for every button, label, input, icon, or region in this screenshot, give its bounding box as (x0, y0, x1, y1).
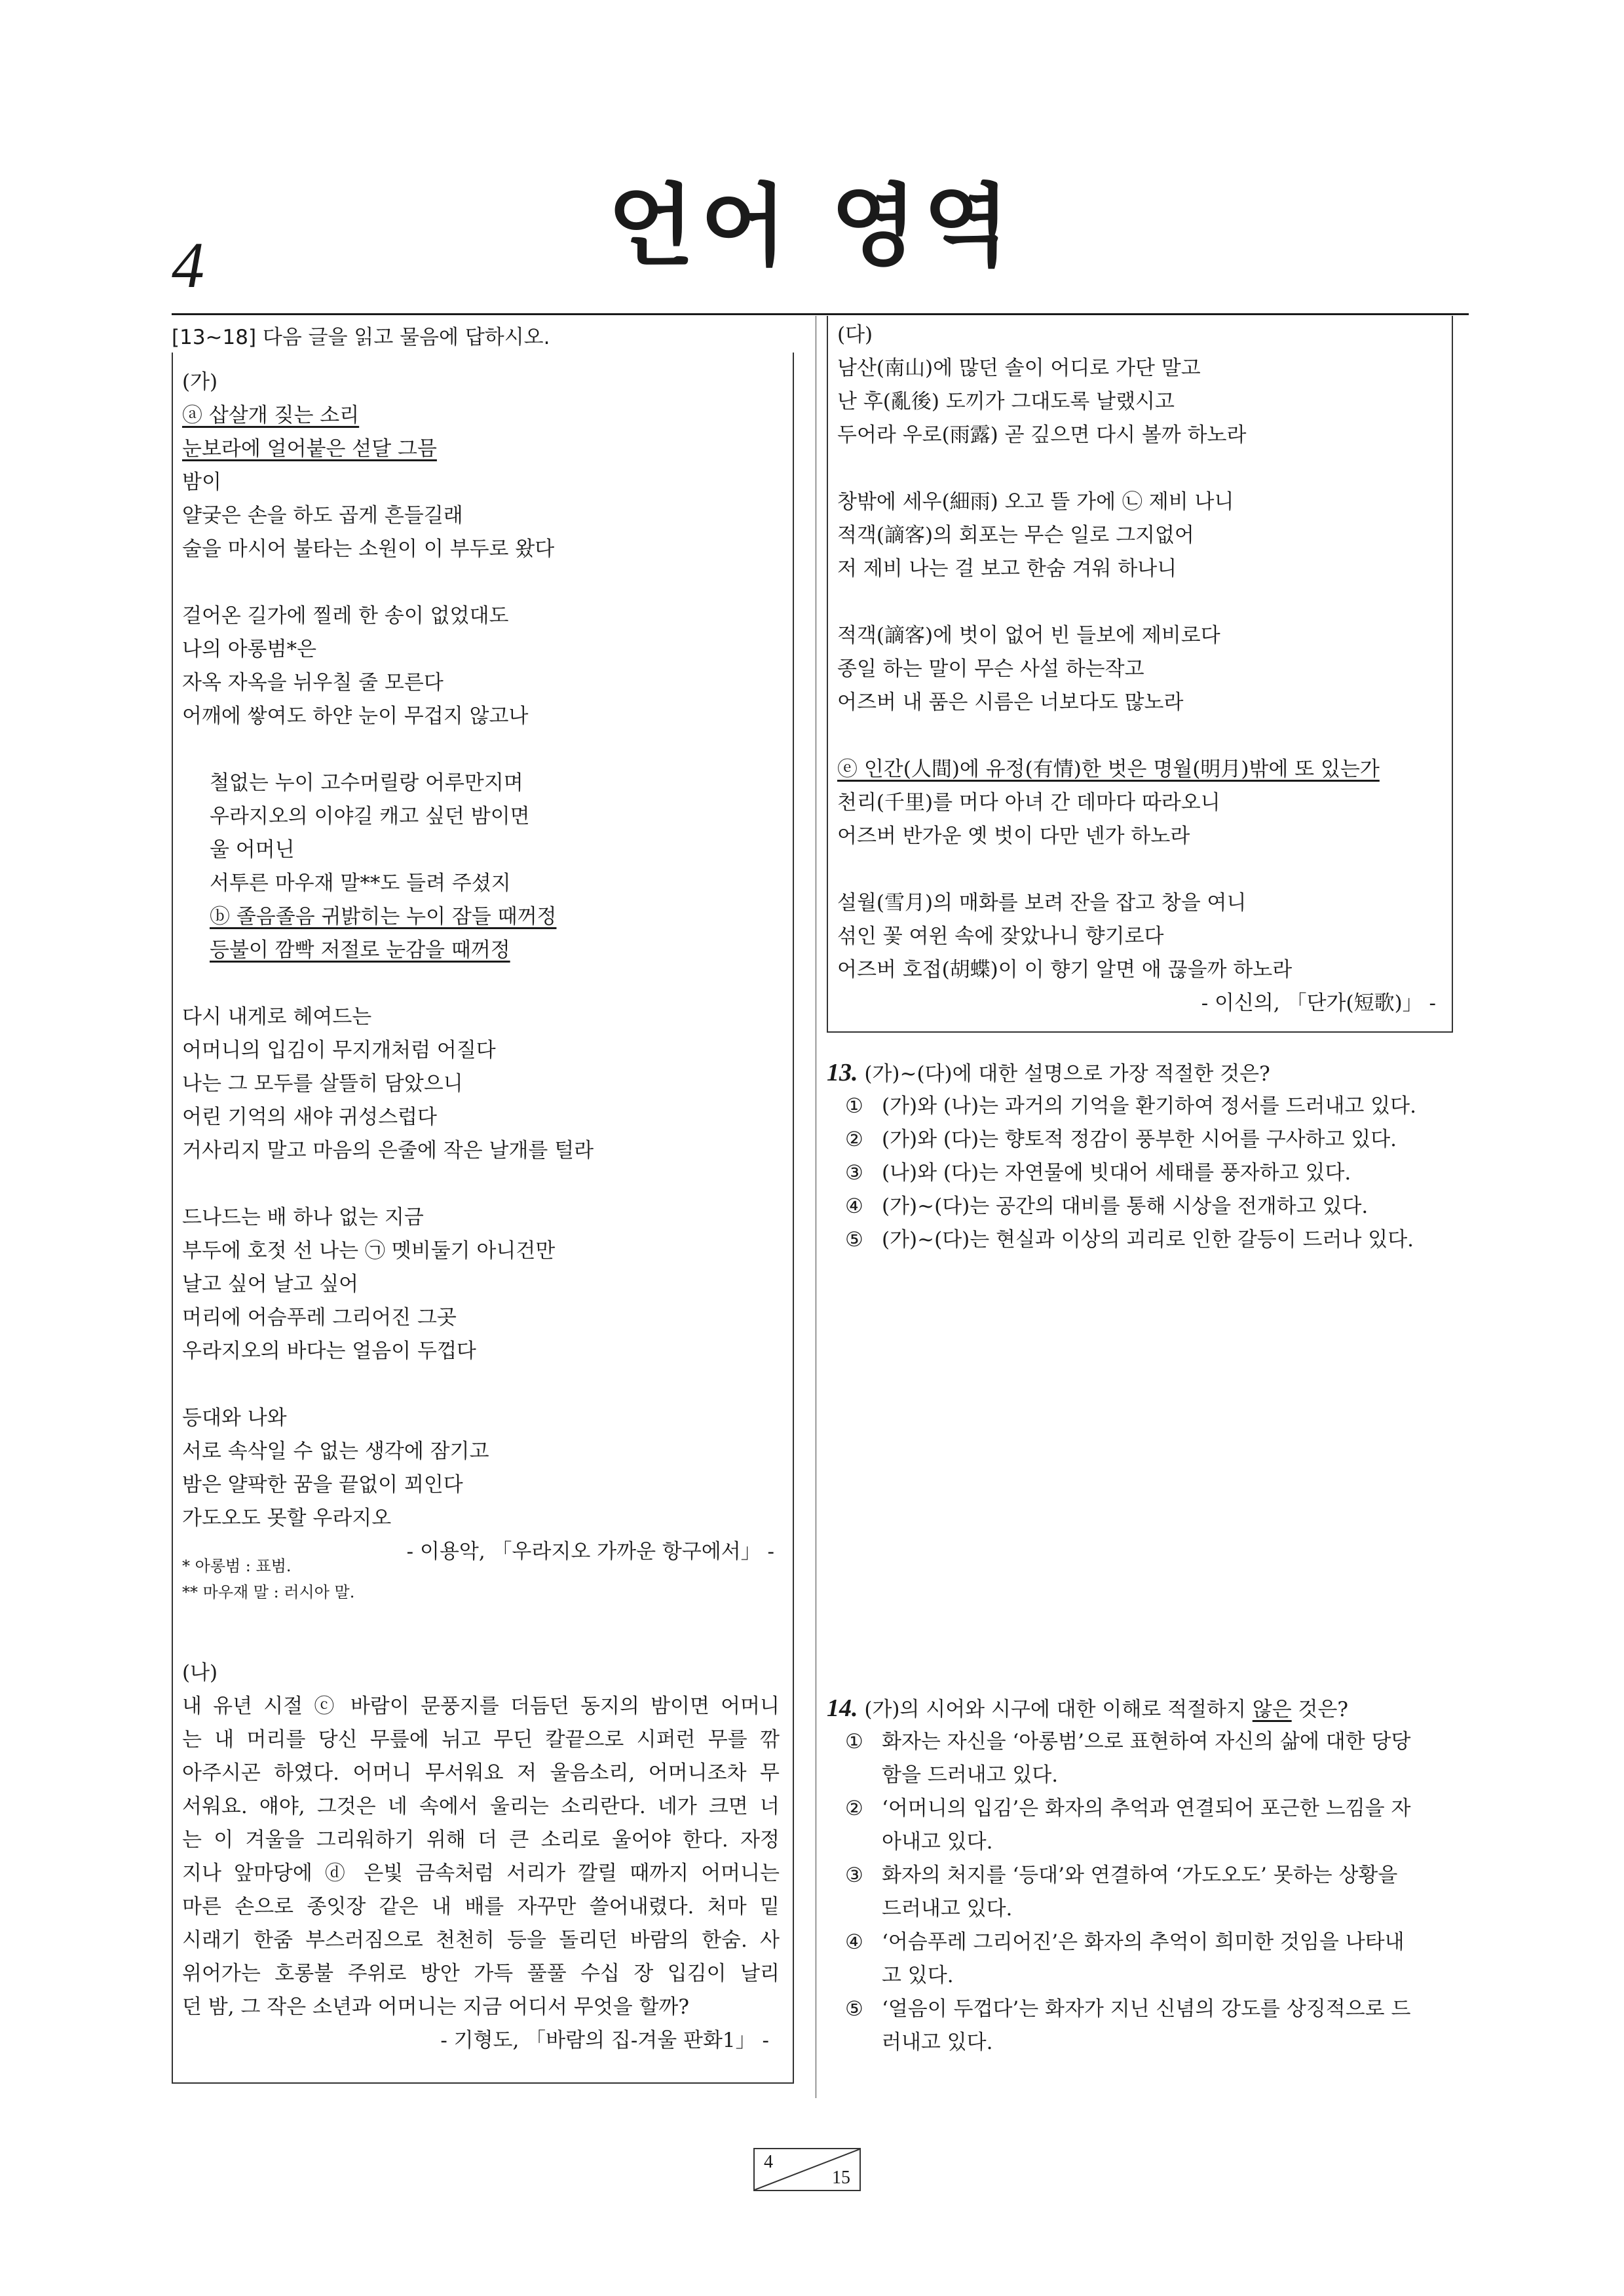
poem-line: ⓔ 인간(人間)에 유정(有情)한 벗은 명월(明月)밖에 또 있는가 (837, 757, 1380, 781)
prose-line: 시래기 한줌 부스러짐으로 천천히 등을 돌리던 바람의 한숨. 사 (182, 1928, 780, 1952)
poem-label: (가) (182, 370, 218, 394)
poem-line: 두어라 우로(雨露) 곧 깊으면 다시 볼까 하노라 (837, 423, 1247, 447)
poem-line: 드나드는 배 하나 없는 지금 (182, 1206, 424, 1229)
poem-line: 술을 마시어 불타는 소원이 이 부두로 왔다 (182, 537, 555, 561)
poem-line: 섞인 꽃 여윈 속에 잦았나니 향기로다 (837, 925, 1164, 948)
poem-line: 적객(謫客)의 회포는 무슨 일로 그지없어 (837, 524, 1194, 547)
answer-option[interactable]: ⑤ (가)~(다)는 현실과 이상의 괴리로 인한 갈등이 드러나 있다. (845, 1228, 1414, 1252)
answer-option[interactable]: ① 화자는 자신을 ‘아롱범’으로 표현하여 자신의 삶에 대한 당당 함을 드러내고 있다. (845, 1730, 1411, 1787)
poem-line: 남산(南山)에 많던 솔이 어디로 가단 말고 (837, 356, 1201, 380)
header-rule (172, 313, 1469, 315)
poem-label: (다) (837, 323, 873, 347)
prose-line: 는 내 머리를 당신 무릎에 뉘고 무딘 칼끝으로 시퍼런 무를 깎 (182, 1728, 780, 1751)
answer-option[interactable]: ② ‘어머니의 입김’은 화자의 추억과 연결되어 포근한 느낌을 자 아내고 있다. (845, 1797, 1411, 1854)
poem-line: 부두에 호젓 선 나는 ㉠ 멧비둘기 아니건만 (182, 1239, 556, 1263)
page-counter (753, 2148, 861, 2191)
poem-line: 다시 내게로 헤여드는 (182, 1005, 372, 1029)
page-number: 4 (172, 229, 204, 301)
answer-option[interactable]: ⑤ ‘얼음이 두껍다’는 화자가 지닌 신념의 강도를 상징적으로 드 러내고 있다. (845, 1997, 1411, 2054)
question-stem: (가)의 시어와 시구에 대한 이해로 적절하지 않은 것은? (864, 1698, 1349, 1721)
poem-line: 날고 싶어 날고 싶어 (182, 1272, 359, 1296)
footnote: ** 마우재 말 : 러시아 말. (182, 1583, 355, 1601)
poem-line: 설월(雪月)의 매화를 보려 잔을 잡고 창을 여니 (837, 891, 1247, 915)
poem-line: 밤은 얄팍한 꿈을 끝없이 꾀인다 (182, 1473, 463, 1497)
prose-line: 던 밤, 그 작은 소년과 어머니는 지금 어디서 무엇을 할까? (182, 1995, 689, 2019)
poem-line: 머리에 어슴푸레 그리어진 그곳 (182, 1306, 457, 1330)
answer-option[interactable]: ③ (나)와 (다)는 자연물에 빗대어 세태를 풍자하고 있다. (845, 1161, 1351, 1185)
poem-line: 창밖에 세우(細雨) 오고 뜰 가에 ㉡ 제비 나니 (837, 490, 1234, 514)
question-14 (827, 1692, 1456, 2059)
poem-line: 난 후(亂後) 도끼가 그대도록 날랬시고 (837, 390, 1175, 413)
poem-line: 걸어온 길가에 찔레 한 송이 없었대도 (182, 604, 509, 628)
poem-line: 밤이 (182, 470, 221, 494)
footnote: * 아롱범 : 표범. (182, 1557, 292, 1575)
question-number: 14. (827, 1694, 858, 1722)
poem-line: 어즈버 호접(胡蝶)이 이 향기 알면 애 끊을까 하노라 (837, 958, 1293, 982)
poem-line: 서투른 마우재 말**도 들려 주셨지 (210, 871, 511, 895)
question-number: 13. (827, 1059, 858, 1086)
poem-line: 종일 하는 말이 무슨 사설 하는작고 (837, 657, 1144, 681)
prose-na (182, 1656, 780, 2057)
poem-line: 어즈버 내 품은 시름은 너보다도 많노라 (837, 691, 1184, 714)
prose-line: 지나 앞마당에 ⓓ 은빛 금속처럼 서리가 깔릴 때까지 어머니는 (182, 1862, 780, 1885)
page-title: 언어 영역 (608, 175, 1016, 278)
prose-line: 아주시곤 하였다. 어머니 무서워요 저 울음소리, 어머니조차 무 (182, 1761, 780, 1785)
poem-line: 등불이 깜빡 저절로 눈감을 때꺼정 (210, 938, 510, 962)
prose-source: - 기형도, 「바람의 집-겨울 판화1」 - (440, 2029, 769, 2052)
poem-ga (182, 366, 785, 1569)
poem-line: 우라지오의 바다는 얼음이 두껍다 (182, 1339, 476, 1363)
question-13 (827, 1056, 1456, 1257)
poem-line: 등대와 나와 (182, 1406, 287, 1430)
poem-line: 서로 속삭일 수 없는 생각에 잠기고 (182, 1440, 489, 1463)
prose-line: 위어가는 호롱불 주위로 방안 가득 풀풀 수십 장 입김이 날리 (182, 1962, 780, 1985)
poem-da (837, 318, 1446, 1020)
poem-line: 어머니의 입김이 무지개처럼 어질다 (182, 1039, 496, 1062)
prose-line: 는 이 겨울을 그리워하기 위해 더 큰 소리로 울어야 한다. 자정 (182, 1828, 780, 1852)
section-heading: [13~18] 다음 글을 읽고 물음에 답하시오. (172, 326, 550, 349)
poem-source: - 이용악, 「우라지오 가까운 항구에서」 - (406, 1540, 774, 1563)
answer-option[interactable]: ③ 화자의 처지를 ‘등대’와 연결하여 ‘가도오도’ 못하는 상황을 드러내고 있다. (845, 1864, 1398, 1921)
poem-line: 어린 기억의 새야 귀성스럽다 (182, 1105, 437, 1129)
poem-line: 얄궂은 손을 하도 곱게 흔들길래 (182, 504, 463, 527)
answer-option[interactable]: ④ ‘어슴푸레 그리어진’은 화자의 추억이 희미한 것임을 나타내 고 있다. (845, 1930, 1405, 1987)
prose-line: 내 유년 시절 ⓒ 바람이 문풍지를 더듬던 동지의 밤이면 어머니 (182, 1694, 780, 1718)
poem-line: 우라지오의 이야길 캐고 싶던 밤이면 (210, 805, 530, 828)
poem-line: 자옥 자옥을 뉘우칠 줄 모른다 (182, 671, 444, 695)
answer-option[interactable]: ② (가)와 (다)는 향토적 정감이 풍부한 시어를 구사하고 있다. (845, 1128, 1397, 1151)
poem-line: ⓑ 졸음졸음 귀밝히는 누이 잠들 때꺼정 (210, 905, 557, 928)
prose-line: 서워요. 얘야, 그것은 네 속에서 울리는 소리란다. 네가 크면 너 (182, 1795, 780, 1818)
poem-line: 저 제비 나는 걸 보고 한숨 겨워 하나니 (837, 557, 1177, 581)
poem-line: 눈보라에 얼어붙은 섣달 그믐 (182, 437, 437, 461)
answer-option[interactable]: ④ (가)~(다)는 공간의 대비를 통해 시상을 전개하고 있다. (845, 1195, 1369, 1218)
answer-option[interactable]: ① (가)와 (나)는 과거의 기억을 환기하여 정서를 드러내고 있다. (845, 1094, 1416, 1118)
total-pages: 15 (832, 2168, 850, 2188)
prose-line: 마른 손으로 종잇장 같은 내 배를 자꾸만 쓸어내렸다. 처마 밑 (182, 1895, 780, 1919)
poem-line: 나의 아롱범*은 (182, 638, 317, 661)
poem-line: 어즈버 반가운 옛 벗이 다만 넨가 하노라 (837, 824, 1190, 848)
poem-line: 어깨에 쌓여도 하얀 눈이 무겁지 않고나 (182, 704, 529, 728)
poem-line: 나는 그 모두를 살뜰히 담았으니 (182, 1072, 463, 1096)
poem-line: 울 어머닌 (210, 838, 295, 862)
question-stem: (가)~(다)에 대한 설명으로 가장 적절한 것은? (864, 1062, 1270, 1086)
current-page: 4 (764, 2152, 773, 2172)
poem-line: 적객(謫客)에 벗이 없어 빈 들보에 제비로다 (837, 624, 1220, 647)
poem-source: - 이신의, 「단가(短歌)」 - (1201, 991, 1436, 1015)
poem-line: ⓐ 삽살개 짖는 소리 (182, 404, 360, 427)
poem-line: 가도오도 못할 우라지오 (182, 1506, 392, 1530)
poem-line: 천리(千里)를 머다 아녀 간 데마다 따라오니 (837, 791, 1220, 814)
poem-notes (182, 1553, 354, 1605)
poem-line: 철없는 누이 고수머릴랑 어루만지며 (210, 771, 523, 795)
poem-line: 거사리지 말고 마음의 은줄에 작은 날개를 털라 (182, 1139, 594, 1162)
prose-label: (나) (182, 1661, 218, 1685)
